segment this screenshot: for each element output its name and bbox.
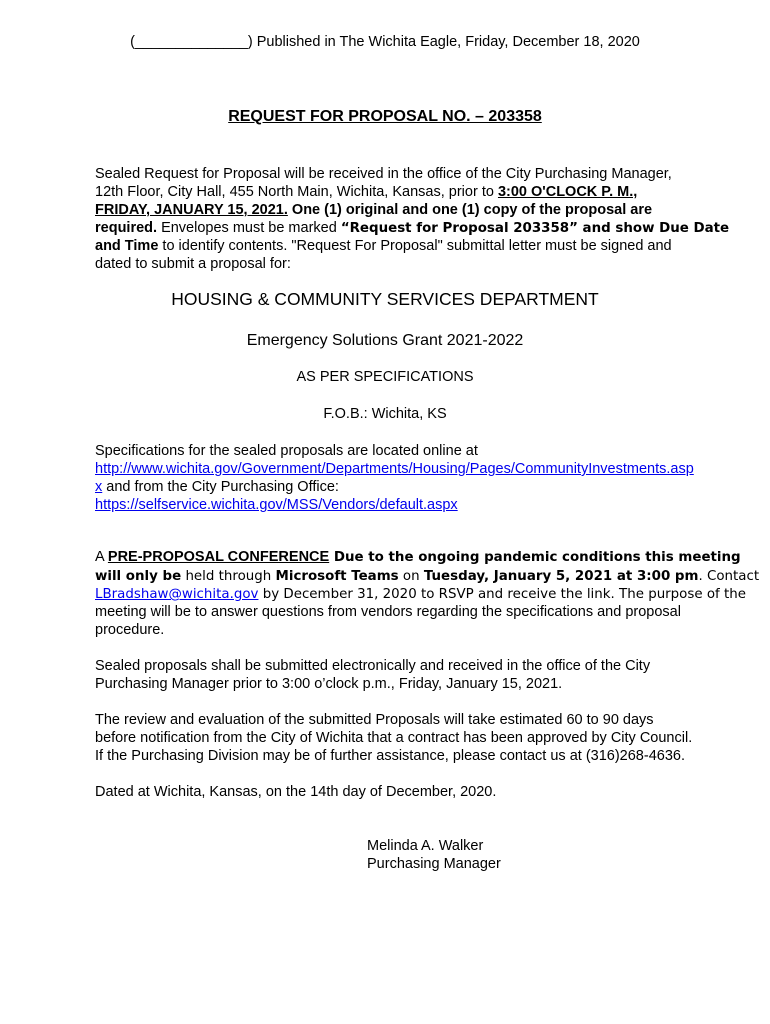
deadline-date: FRIDAY, JANUARY 15, 2021. [95,202,288,218]
dated-line: Dated at Wichita, Kansas, on the 14th day of December, 2020. [95,784,497,800]
conference-line-1: A PRE-PROPOSAL CONFERENCE Due to the ongoing pandemic conditions this meeting [95,549,741,565]
intro-line-5: and Time to identify contents. "Request For Proposal" submittal letter must be signed and [95,238,672,254]
department-heading: HOUSING & COMMUNITY SERVICES DEPARTMENT [171,289,599,309]
grant-title: Emergency Solutions Grant 2021-2022 [246,332,524,349]
spec-line-2 [95,460,694,478]
publication-line [0,34,770,50]
conference-line-4: meeting will be to answer questions from vendors regarding the specifications and proposal [95,604,681,620]
submission-line-2: Purchasing Manager prior to 3:00 o’clock p.m., Friday, January 15, 2021. [95,676,563,692]
spec-line-3: x and from the City Purchasing Office: [95,479,339,495]
publication-blank: (______________) [130,34,253,50]
intro-line-6: dated to submit a proposal for: [95,256,291,272]
signer-title: Purchasing Manager [367,856,501,872]
conference-line-3: LBradshaw@wichita.gov by December 31, 2020 to RSVP and receive the link. The purpose of the [95,587,746,602]
intro-line-3: FRIDAY, JANUARY 15, 2021. One (1) original and one (1) copy of the proposal are [95,202,653,218]
fob-note: F.O.B.: Wichita, KS [323,406,447,422]
intro-line-4: required. Envelopes must be marked “Request for Proposal 203358” and show Due Date [95,220,730,236]
review-line-2: before notification from the City of Wichita that a contract has been approved by City Council. [95,730,693,746]
rsvp-email-link[interactable]: LBradshaw@wichita.gov [95,587,259,602]
housing-specifications-link-end[interactable]: x [95,479,103,495]
envelope-marking: “Request for Proposal 203358” and show Due Date [340,221,730,236]
submission-line-1: Sealed proposals shall be submitted electronically and received in the office of the City [95,658,651,674]
intro-line-1: Sealed Request for Proposal will be received in the office of the City Purchasing Manager, [95,166,672,182]
vendor-portal-link[interactable]: https://selfservice.wichita.gov/MSS/Vendors/default.aspx [95,497,458,513]
review-line-1: The review and evaluation of the submitted Proposals will take estimated 60 to 90 days [95,712,654,728]
specifications-note: AS PER SPECIFICATIONS [296,369,474,385]
spec-line-1: Specifications for the sealed proposals are located online at [95,443,478,459]
conference-line-2: will only be held through Microsoft Teams on Tuesday, January 5, 2021 at 3:00 pm. Contact [95,569,760,584]
spec-line-4 [95,496,458,514]
document-title: REQUEST FOR PROPOSAL NO. – 203358 [228,108,542,125]
intro-line-2: 12th Floor, City Hall, 455 North Main, Wichita, Kansas, prior to 3:00 O'CLOCK P. M., [95,184,638,200]
signer-name: Melinda A. Walker [367,838,484,854]
conference-heading: PRE-PROPOSAL CONFERENCE [107,549,330,565]
review-line-3: If the Purchasing Division may be of further assistance, please contact us at (316)268-4636. [95,748,685,764]
housing-specifications-link[interactable]: http://www.wichita.gov/Government/Departments/Housing/Pages/CommunityInvestments.asp [95,461,694,477]
deadline-time: 3:00 O'CLOCK P. M., [497,184,638,200]
conference-line-5: procedure. [95,622,165,638]
publication-text: Published in The Wichita Eagle, Friday, December 18, 2020 [252,34,640,50]
